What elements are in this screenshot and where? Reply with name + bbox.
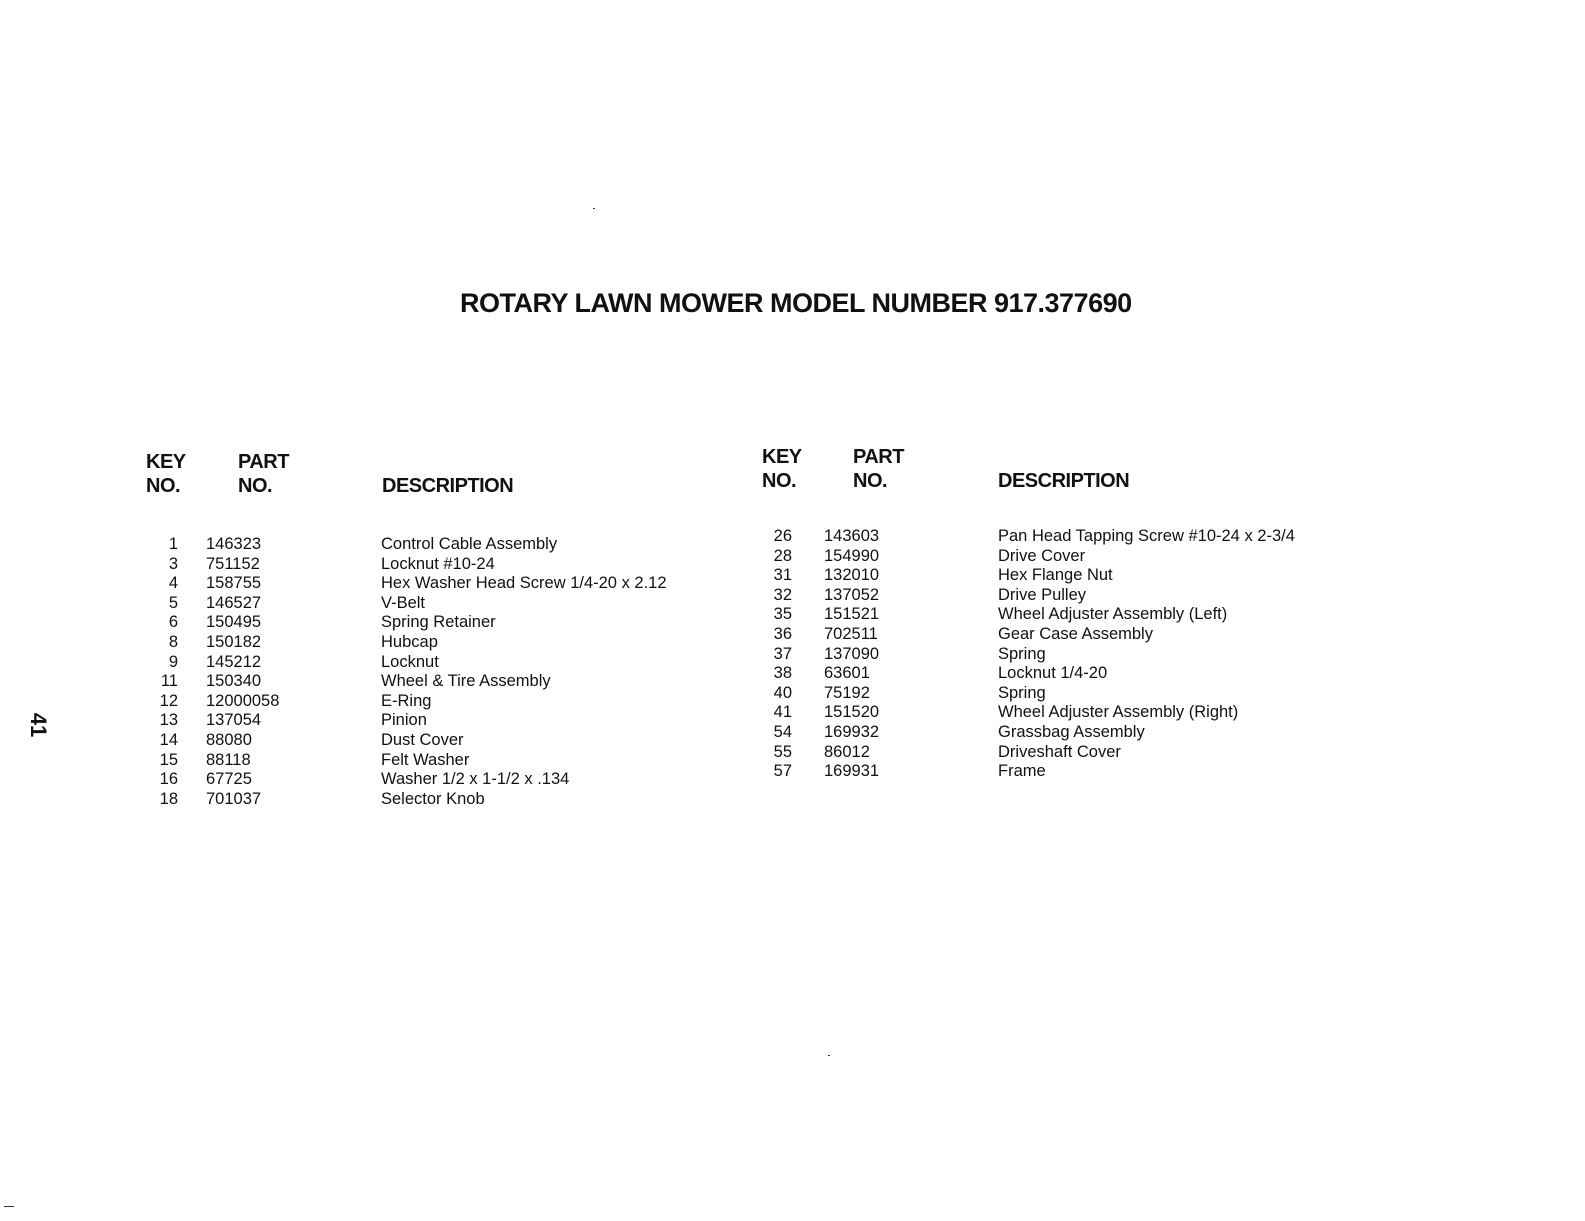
left-part-header: PART NO. (238, 451, 289, 497)
part-description: Drive Cover (998, 546, 1086, 565)
scan-speck (593, 208, 595, 209)
key-number: 36 (773, 624, 792, 643)
part-number: 75192 (824, 683, 870, 702)
key-number: 37 (773, 644, 792, 663)
scan-speck (4, 1206, 14, 1207)
part-number: 137090 (824, 644, 880, 663)
key-number: 32 (773, 585, 792, 604)
part-number: 154990 (824, 546, 880, 565)
part-number: 151520 (824, 703, 880, 722)
key-number: 35 (773, 605, 792, 624)
key-number: 55 (773, 742, 792, 761)
part-description: Wheel Adjuster Assembly (Right) (998, 703, 1239, 722)
part-description: Hubcap (381, 632, 438, 651)
right-key-header: KEY NO. (762, 446, 802, 492)
part-description: Pan Head Tapping Screw #10-24 x 2-3/4 (998, 527, 1295, 545)
part-number: 150182 (206, 632, 262, 651)
key-number: 54 (773, 722, 792, 741)
part-number: 88080 (206, 730, 252, 749)
part-number: 86012 (824, 742, 870, 761)
part-description: Hex Flange Nut (998, 566, 1113, 585)
part-description: Grassbag Assembly (998, 722, 1145, 741)
part-number: 150495 (206, 613, 262, 632)
part-description: V-Belt (381, 593, 426, 612)
part-description: Driveshaft Cover (998, 742, 1121, 761)
part-number: 701037 (206, 789, 262, 808)
part-description: Locknut (381, 652, 439, 671)
part-description: Drive Pulley (998, 585, 1087, 604)
part-description: Locknut 1/4-20 (998, 664, 1108, 683)
key-number: 26 (773, 527, 792, 545)
part-description: Spring (998, 644, 1046, 663)
part-description: Washer 1/2 x 1-1/2 x .134 (381, 770, 570, 789)
part-number: 169932 (824, 722, 880, 741)
left-description-header: DESCRIPTION (382, 475, 514, 497)
part-number: 146527 (206, 593, 262, 612)
key-number: 57 (773, 762, 792, 781)
part-number: 137052 (824, 585, 880, 604)
part-description: Dust Cover (381, 730, 464, 749)
part-number: 751152 (206, 554, 260, 573)
key-number: 41 (773, 703, 792, 722)
part-description: Spring Retainer (381, 613, 496, 632)
part-number: 158755 (206, 574, 262, 593)
part-number: 137054 (206, 711, 262, 730)
key-number: 13 (159, 711, 178, 730)
key-number: 28 (773, 546, 792, 565)
key-number: 6 (168, 613, 178, 632)
key-number: 31 (773, 566, 792, 585)
left-key-header: KEY NO. (146, 451, 186, 497)
part-number: 63601 (824, 664, 870, 683)
part-description: E-Ring (381, 691, 432, 710)
part-number: 150340 (206, 672, 262, 691)
page-number: 41 (26, 712, 52, 738)
key-number: 8 (168, 632, 178, 651)
part-number: 88118 (206, 750, 251, 769)
right-part-header: PART NO. (853, 446, 904, 492)
part-description: Control Cable Assembly (381, 535, 558, 553)
key-number: 1 (168, 535, 178, 553)
key-number: 12 (159, 691, 178, 710)
part-description: Hex Washer Head Screw 1/4-20 x 2.12 (381, 574, 667, 593)
key-number: 38 (773, 664, 792, 683)
part-description: Wheel & Tire Assembly (381, 672, 551, 691)
key-number: 40 (773, 683, 792, 702)
part-number: 169931 (824, 762, 880, 781)
key-number: 15 (159, 750, 178, 769)
part-number: 145212 (206, 652, 262, 671)
key-number: 3 (168, 554, 178, 573)
part-number: 146323 (206, 535, 262, 553)
key-number: 18 (159, 789, 178, 808)
part-description: Frame (998, 762, 1046, 781)
part-description: Pinion (381, 711, 427, 730)
part-number: 12000058 (206, 691, 280, 710)
part-description: Selector Knob (381, 789, 485, 808)
key-number: 14 (159, 730, 178, 749)
part-number: 151521 (824, 605, 880, 624)
key-number: 11 (160, 672, 178, 691)
page-title: ROTARY LAWN MOWER MODEL NUMBER 917.377690 (460, 288, 1132, 318)
part-number: 132010 (824, 566, 880, 585)
part-description: Wheel Adjuster Assembly (Left) (998, 605, 1228, 624)
part-number: 67725 (206, 770, 252, 789)
scan-speck (828, 1055, 830, 1056)
key-number: 5 (168, 593, 178, 612)
key-number: 16 (159, 770, 178, 789)
part-description: Locknut #10-24 (381, 554, 495, 573)
key-number: 4 (168, 574, 178, 593)
right-description-header: DESCRIPTION (998, 470, 1130, 492)
part-number: 143603 (824, 527, 880, 545)
key-number: 9 (168, 652, 178, 671)
part-description: Gear Case Assembly (998, 624, 1153, 643)
part-number: 702511 (824, 624, 878, 643)
part-description: Spring (998, 683, 1046, 702)
part-description: Felt Washer (381, 750, 470, 769)
